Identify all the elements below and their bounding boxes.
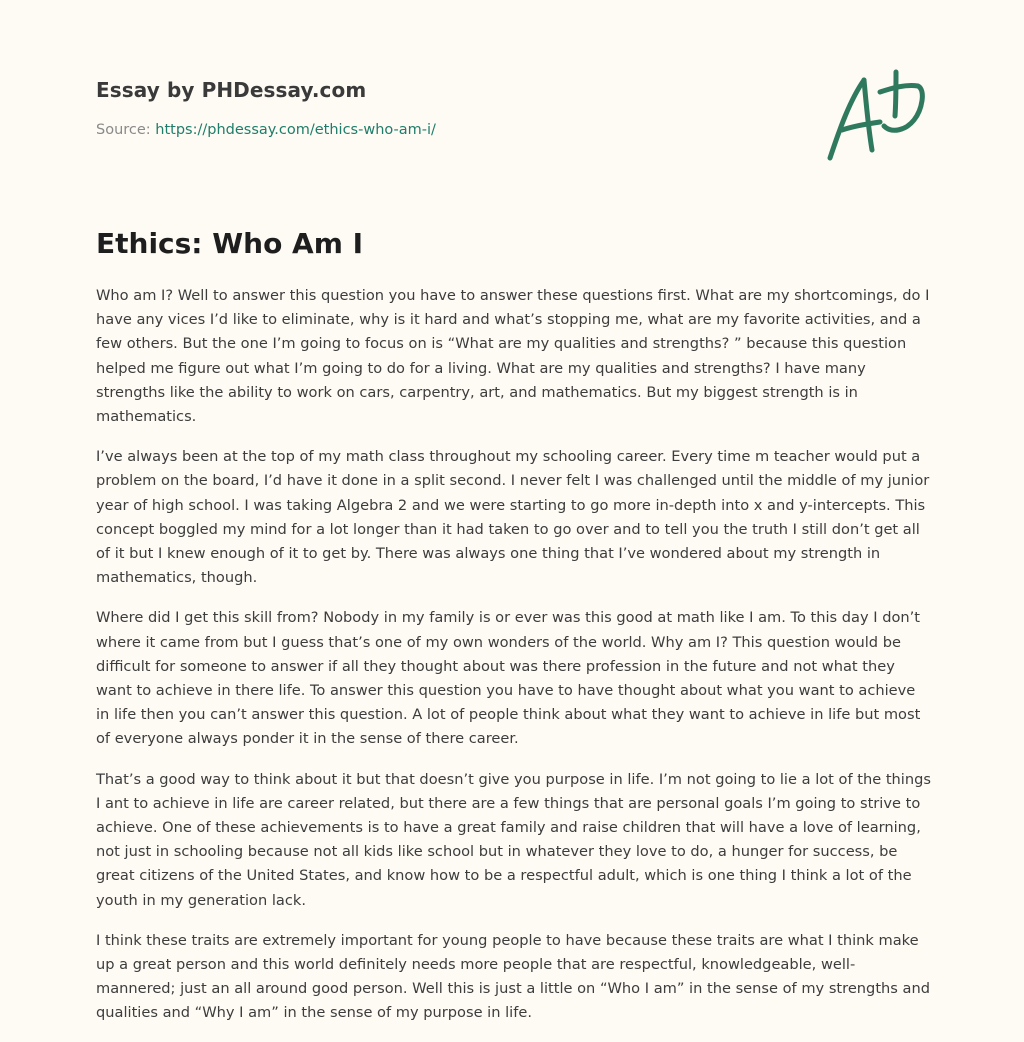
essay-paragraph: Where did I get this skill from? Nobody in my family is or ever was this good at math like I am. To this day I don’t where it came from but I guess that’s one of my own wonders of the world. Why am I? This question would be difficult for someone to answer if all they thought about was there profession in the future and not what they want to achieve in there life. To answer this question you have to have thought about what you want to achieve in life then you can’t answer this question. A lot of people think about what they want to achieve in life but most of everyone always ponder it in the sense of there career.: [96, 609, 921, 748]
source-link[interactable]: https://phdessay.com/ethics-who-am-i/: [155, 122, 436, 138]
essay-paragraph: I’ve always been at the top of my math class throughout my schooling career. Every time m teacher would put a problem on the board, I’d have it done in a split second. I never felt I was challenged until the middle of my junior year of high school. I was taking Algebra 2 and we were starting to go more in-depth into x and y-intercepts. This concept boggled my mind for a lot longer than it had taken to go over and to tell you the truth I still don’t get all of it but I knew enough of it to get by. There was always one thing that I’ve wondered about my strength in mathematics, though.: [96, 448, 930, 587]
source-label: Source:: [96, 122, 156, 138]
brand-title: Essay by PHDessay.com: [96, 78, 367, 102]
essay-title: Ethics: Who Am I: [96, 227, 364, 260]
source-line: [96, 120, 928, 140]
essay-paragraph: That’s a good way to think about it but that doesn’t give you purpose in life. I’m not going to lie a lot of the things I ant to achieve in life are career related, but there are a few things that are personal goals I’m going to strive to achieve. One of these achievements is to have a great family and raise children that will have a love of learning, not just in schooling because not all kids like school but in whatever they love to do, a hunger for success, be great citizens of the United States, and know how to be a respectful adult, which is one thing I think a lot of the youth in my generation lack.: [96, 770, 931, 909]
essay-body: [96, 284, 932, 1042]
essay-header: [96, 76, 928, 140]
essay-paragraph: I think these traits are extremely important for young people to have because these traits are what I think make up a great person and this world definitely needs more people that are respectful, knowledgeable, well-mannered; just an all around good person. Well this is just a little on “Who I am” in the sense of my strengths and qualities and “Why I am” in the sense of my purpose in life.: [96, 931, 930, 1022]
a-plus-logo-icon: [822, 66, 932, 166]
essay-paragraph: Who am I? Well to answer this question you have to answer these questions first. What are my shortcomings, do I have any vices I’d like to eliminate, why is it hard and what’s stopping me, what are my favorite activities, and a few others. But the one I’m going to focus on is “What are my qualities and strengths? ” because this question helped me figure out what I’m going to do for a living. What are my qualities and strengths? I have many strengths like the ability to work on cars, carpentry, art, and mathematics. But my biggest strength is in mathematics.: [96, 287, 930, 426]
